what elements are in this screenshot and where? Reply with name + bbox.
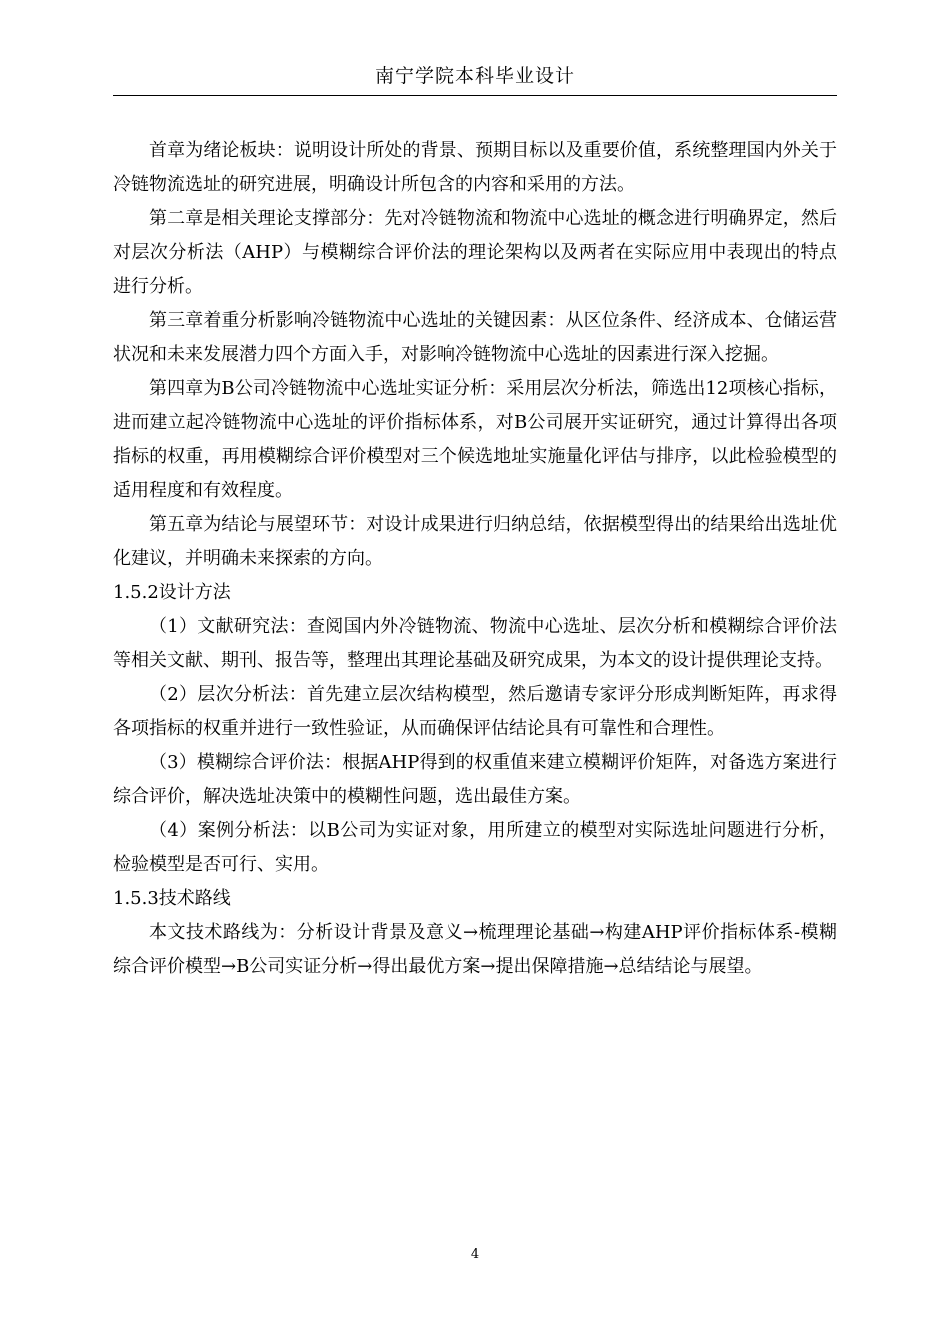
method-literature: （1）文献研究法：查阅国内外冷链物流、物流中心选址、层次分析和模糊综合评价法等相关文献、期刊、报告等，整理出其理论基础及研究成果，为本文的设计提供理论支持。 [113, 616, 837, 671]
method-case: （4）案例分析法：以B公司为实证对象，用所建立的模型对实际选址问题进行分析，检验模型是否可行、实用。 [113, 820, 837, 875]
paragraph-chapter-3: 第三章着重分析影响冷链物流中心选址的关键因素：从区位条件、经济成本、仓储运营状况和未来发展潜力四个方面入手，对影响冷链物流中心选址的因素进行深入挖掘。 [113, 310, 837, 365]
page-number: 4 [470, 1247, 480, 1262]
paragraph-chapter-2: 第二章是相关理论支撑部分：先对冷链物流和物流中心选址的概念进行明确界定，然后对层次分析法（AHP）与模糊综合评价法的理论架构以及两者在实际应用中表现出的特点进行分析。 [113, 208, 837, 297]
section-heading-1-5-3: 1.5.3技术路线 [113, 888, 231, 909]
page-header: 南宁学院本科毕业设计 [113, 62, 837, 96]
method-fuzzy: （3）模糊综合评价法：根据AHP得到的权重值来建立模糊评价矩阵，对备选方案进行综合评价，解决选址决策中的模糊性问题，选出最佳方案。 [113, 752, 837, 807]
paragraph-chapter-4: 第四章为B公司冷链物流中心选址实证分析：采用层次分析法，筛选出12项核心指标，进而建立起冷链物流中心选址的评价指标体系，对B公司展开实证研究，通过计算得出各项指标的权重，再用模糊综合评价模型对三个候选地址实施量化评估与排序，以此检验模型的适用程度和有效程度。 [113, 378, 837, 501]
method-ahp: （2）层次分析法：首先建立层次结构模型，然后邀请专家评分形成判断矩阵，再求得各项指标的权重并进行一致性验证，从而确保评估结论具有可靠性和合理性。 [113, 684, 837, 739]
paragraph-chapter-5: 第五章为结论与展望环节：对设计成果进行归纳总结，依据模型得出的结果给出选址优化建议，并明确未来探索的方向。 [113, 514, 837, 569]
paragraph-technical-route: 本文技术路线为：分析设计背景及意义→梳理理论基础→构建AHP评价指标体系-模糊综合评价模型→B公司实证分析→得出最优方案→提出保障措施→总结结论与展望。 [113, 922, 837, 977]
section-heading-1-5-2: 1.5.2设计方法 [113, 582, 231, 603]
document-body [113, 134, 837, 984]
paragraph-chapter-1: 首章为绪论板块：说明设计所处的背景、预期目标以及重要价值，系统整理国内外关于冷链物流选址的研究进展，明确设计所包含的内容和采用的方法。 [113, 140, 837, 195]
